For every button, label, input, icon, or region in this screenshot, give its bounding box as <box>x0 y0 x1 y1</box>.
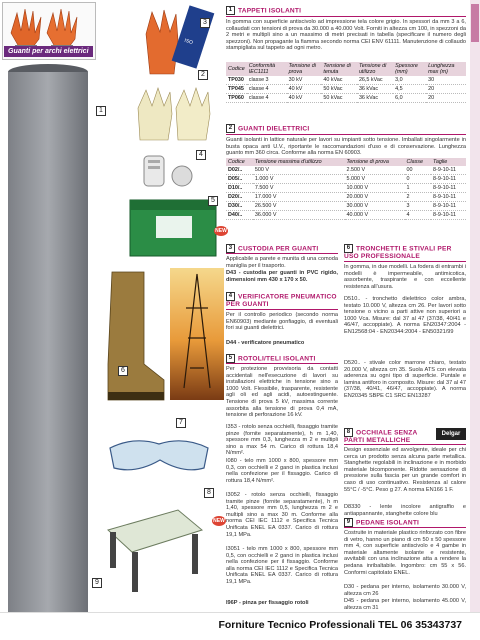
table-row: D10/.. 7.500 V 10.000 V 1 8-9-10-11 <box>226 184 466 193</box>
badge-9: 9 <box>92 578 102 588</box>
gloves-caption: Guanti per archi elettrici <box>4 46 93 57</box>
gloves-description: Guanti isolanti in lattice naturale per lavori su impianti sotto tensione. Imballati singolarmente in busta opaca anti U.V., riportante le raccomandazioni d'uso e di conservazione. Lunghezza guanto mm 360 circa. Conforme alla norma EN 60903. <box>226 137 466 157</box>
platforms-item-2: D45 - pedana per interno, isolamento 45.000 V, altezza cm 31 <box>344 598 466 611</box>
mats-table <box>226 62 466 103</box>
table-row: TP030 classe 3 30 kV 40 kVac 26,5 kVac 3,0 30 <box>226 76 466 85</box>
tester-item: D44 - verificatore pneumatico <box>226 340 305 346</box>
tester-title: 4 VERIFICATORE PNEUMATICO PER GUANTI <box>226 293 337 308</box>
rolls-item-5: I96P - pinza per fissaggio rotoli <box>226 600 309 606</box>
badge-6: 6 <box>118 366 128 376</box>
boots-item-1: D510.. - tronchetto dielettrico color ambra, testato 10.000 V, altezza cm 26. Per lavori sotto tensione o vicino a parti attive non superiori a 1000 Vca. Misure: dal 37 al 47 (37/38, 40/41 e 46/47, accoppiate). A norma EN20347:2004 - EN12568:04 - EN20344:2004 - EN50321/99 <box>344 296 466 335</box>
boots-title: 6 TRONCHETTI E STIVALI PER USO PROFESSIONALE <box>344 245 452 260</box>
mats-description: In gomma con superficie antiscivolo ad impressione tela colore grigio. In spessori da mm 3 a 6, collaudati con tensioni di prova da 30.000 a 40.000 Volt. Forniti in altezza cm 100, in spezzoni da 2 metri e multipli sino a un massimo di metri precisati in tabella (specificare il numero degli spezzoni). Non propagante la fiamma secondo norma CEI ENV 61111. Manutenzione di collaudo stampigliata sul tappeto ad ogni metro. <box>226 19 466 52</box>
table-row: D20/.. 17.000 V 20.000 V 2 8-9-10-11 <box>226 193 466 202</box>
gloves-title: 2 GUANTI DIELETTRICI <box>226 124 309 133</box>
gloves-rule <box>226 134 466 135</box>
boots-image <box>98 268 170 406</box>
platforms-item-1: D30 - pedana per interno, isolamento 30.000 V, altezza cm 26 <box>344 584 466 597</box>
rolls-item-1: I353 - rotolo senza occhielli, fissaggio tramite pinze (fornite separatamente), h m 1,40, spessore mm 0,3, lunghezza m 2 e multipli sino a max 54 m. Carico di rottura 18,4 N/mm². <box>226 424 338 457</box>
case-item: D43 - custodia per guanti in PVC rigido, dimensioni mm 430 x 170 x 50. <box>226 270 338 283</box>
rolls-rule <box>226 363 338 364</box>
table-row: D02/.. 500 V 2.500 V 00 8-9-10-11 <box>226 166 466 175</box>
mats-table-header: Codice Conformità IEC1111 Tensione di prova Tensione di tenuta Tensione di utilizzo Spessore (mm) Lunghezza max (m) <box>226 62 466 76</box>
badge-4: 4 <box>196 150 206 160</box>
rolls-item-3: I3052 - rotolo senza occhielli, fissaggio tramite pinze (fornite separatamente), h m 1,40, spessore mm 0,5, lunghezza m 2 e multipli sino a max 30 m. Conforme alla norma CEI IEC 1112 e Specifica Tecnica Unificata ENEL EA 0337. Carico di rottura 19,1 MPa. <box>226 492 338 538</box>
case-title: 3 CUSTODIA PER GUANTI <box>226 244 338 253</box>
mat-image <box>4 62 94 614</box>
table-row: D30/.. 26.500 V 30.000 V 3 8-9-10-11 <box>226 202 466 211</box>
mats-title: 1 TAPPETI ISOLANTI <box>226 6 301 15</box>
rolls-item-4: I3051 - telo mm 1000 x 800, spessore mm 0,5, con occhielli e 2 ganci in plastica inclusi nella confezione per il fissaggio. Conforme alla norma CEI IEC 1112 e Specifica Tecnica Unificata ENEL EA 0337. Carico di rottura 19,1 MPa. <box>226 546 338 585</box>
gloves-table <box>226 158 466 220</box>
gray-mat-icon <box>4 62 94 614</box>
brand-logo: Delgar <box>436 428 466 440</box>
boots-description: In gomma, in due modelli. La fodera di entrambi i modelli è impermeabile, antimicotica, assorbente, traspirante e con eccellente resistenza all'usura. <box>344 264 466 290</box>
dielectric-gloves-icon <box>130 4 222 78</box>
glove-kit-icon <box>130 84 222 144</box>
pylon-icon <box>170 268 224 400</box>
glasses-item: D8330 - lente incolore antigraffio e antiappannante, stanghette colore blu <box>344 504 466 517</box>
edge-tab-marker <box>471 4 479 42</box>
footer-contact: Forniture Tecnico Professionali TEL 06 35343737 <box>218 619 462 631</box>
table-row: D05/.. 1.000 V 5.000 V 0 8-9-10-11 <box>226 175 466 184</box>
case-description: Applicabile a parete e munita di una comoda maniglia per il trasporto. <box>226 256 338 269</box>
tester-icon <box>134 150 204 190</box>
new-badge-2: NEW <box>213 518 225 524</box>
tester-description: Per il controllo periodico (secondo norma EN60903) mediante gonfiaggio, di eventuali fori sui guanti dielettrici. <box>226 312 338 332</box>
glasses-title: 8 OCCHIALE SENZA PARTI METALLICHE <box>344 429 418 444</box>
platforms-title: 9 PEDANE ISOLANTI <box>344 518 466 527</box>
mats-rule <box>226 16 466 17</box>
kit-image <box>130 84 222 144</box>
rolls-title: 5 ROTOLI/TELI ISOLANTI <box>226 354 338 363</box>
badge-8: 8 <box>204 488 214 498</box>
table-row: TP060 classe 4 40 kV 50 kVac 36 kVac 6,0 20 <box>226 94 466 103</box>
safety-glasses-image <box>104 430 214 480</box>
footer <box>0 612 480 640</box>
badge-1: 1 <box>96 106 106 116</box>
badge-2: 2 <box>198 70 208 80</box>
platforms-description: Costruite in materiale plastico rinforzato con fibre di vetro, hanno un piano di cm 50 x 50 spessore mm 4, con superficie antiscivolo e 4 gambe in materiale altamente isolante e resistente, avvitabili con una inclinazione atta a rendere la pedana inribaltabile. Ingombro: cm 55 x 56. Conformi capitolato ENEL. <box>344 530 466 576</box>
dielectric-gloves-image <box>130 4 222 78</box>
pneumatic-tester-image <box>134 150 204 190</box>
badge-7: 7 <box>176 418 186 428</box>
new-badge-1: NEW <box>215 228 227 234</box>
table-row: TP045 classe 4 40 kV 50 kVac 36 kVac 4,5 20 <box>226 85 466 94</box>
platforms-rule <box>344 527 466 528</box>
glasses-rule <box>344 444 466 445</box>
gloves-table-header: Codice Tensione massima d'utilizzo Tensione di prova Classe Taglie <box>226 158 466 166</box>
boots-rule <box>344 261 466 262</box>
platform-icon <box>98 500 208 600</box>
case-rule <box>226 253 338 254</box>
rolls-description: Per protezione provvisoria da contatti accidentali nell'esecuzione di lavori su installazioni elettriche in tensione sino a 1000 Volt. Flessibile, trasparente, resistente agli oli ed agli acidi, autoestinguente. Tensione di prova 5 kV, massima corrente assorbita alla tensione di prova 0,4 mA, tensione di perforazione 16 kV. <box>226 366 338 419</box>
table-row: D40/.. 36.000 V 40.000 V 4 8-9-10-11 <box>226 211 466 220</box>
rolls-item-2: I080 - telo mm 1000 x 800, spessore mm 0,3, con occhielli e 2 ganci in plastica inclusi nella confezione per il fissaggio. Carico di rottura 18,4 N/mm². <box>226 458 338 484</box>
boots-item-2: D520.. - stivale color marrone chiaro, testato 20.000 V, altezza cm 35. Suola ATS con elevata aderenza su ogni tipo di superficie. Puntale e lamina antiforo in composito. Misure: dal 37 al 47 (37/38, 40/41, 46/47, accoppiate). A norma EN20345 SBPE C1 SRC EN13287 <box>344 360 466 399</box>
badge-5: 5 <box>208 196 218 206</box>
page-edge-tab <box>470 0 480 612</box>
platform-image <box>98 500 208 600</box>
tester-rule <box>226 309 338 310</box>
product-images <box>0 0 226 612</box>
glasses-description: Design essenziale ed avvolgente, ideale per chi cerca un prodotto senza alcuna parte metallica. Stanghette regolabili in inclinazione e in morbido materiale bicomponente. Ridotte sensazione di pressione sulla fascia per un grande comfort in caso di uso continuativo. Resistenza al calore 55°C / -5°C. Peso g 27. A norma EN166 1 F. <box>344 447 466 493</box>
glasses-icon <box>104 430 214 480</box>
powerline-image <box>170 268 224 400</box>
badge-3: 3 <box>200 18 210 28</box>
boots-icon <box>98 268 170 406</box>
svg-text:ISO: ISO <box>183 37 194 47</box>
